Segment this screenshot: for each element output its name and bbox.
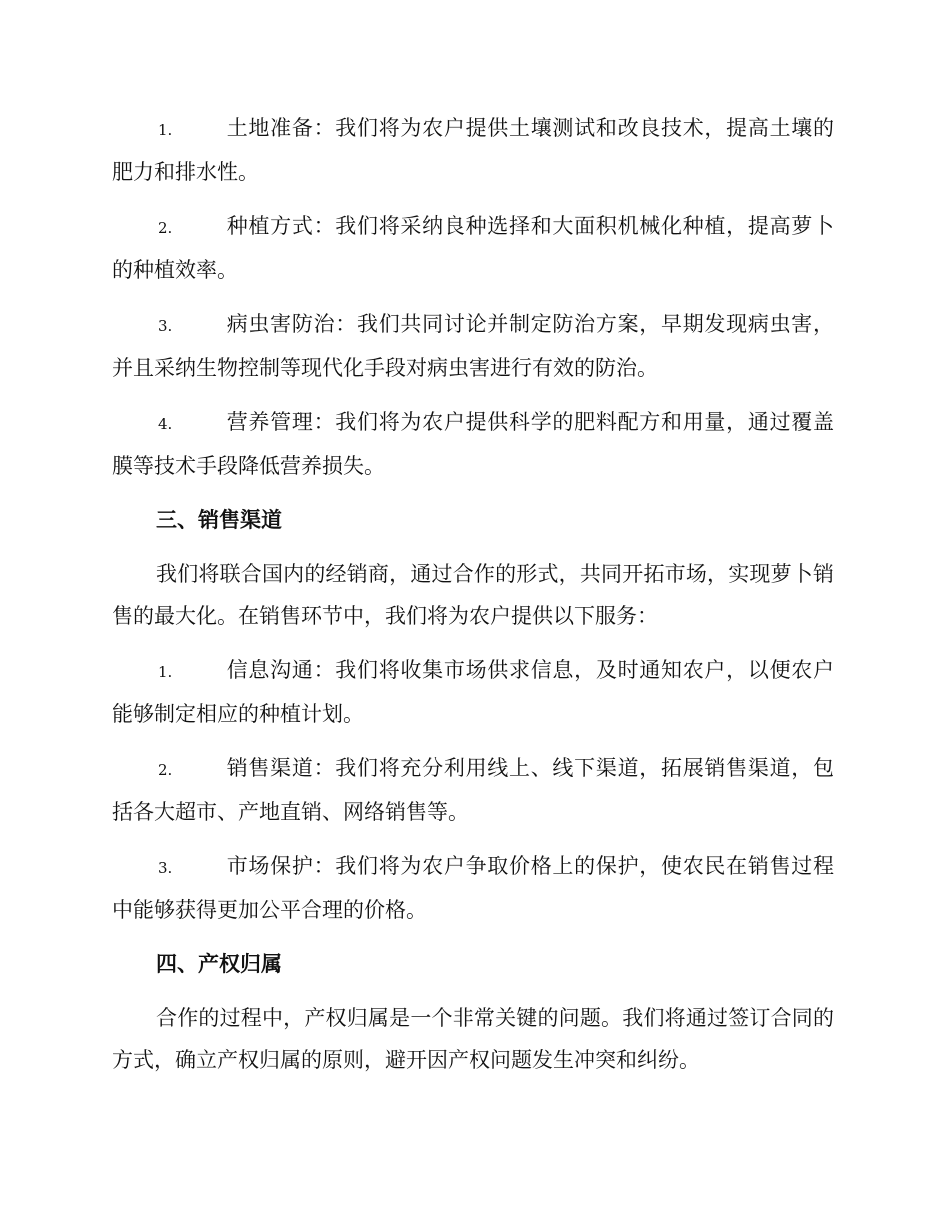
list-text: 市场保护：我们将为农户争取价格上的保护，使农民在销售过程中能够获得更加公平合理的价格。 [112, 854, 834, 922]
list-item [112, 649, 834, 735]
list-text: 信息沟通：我们将收集市场供求信息，及时通知农户，以便农户能够制定相应的种植计划。 [112, 658, 834, 726]
section-heading-sales-channels: 三、销售渠道 [156, 507, 282, 532]
list-number: 1. [158, 663, 173, 681]
list-item [112, 401, 834, 487]
list-text: 土地准备：我们将为农户提供土壤测试和改良技术，提高土壤的肥力和排水性。 [112, 116, 834, 184]
list-item [112, 107, 834, 193]
list-number: 2. [158, 219, 173, 237]
section-heading-property-rights: 四、产权归属 [156, 951, 282, 976]
list-number: 4. [158, 415, 173, 433]
list-item [112, 205, 834, 291]
list-text: 病虫害防治：我们共同讨论并制定防治方案，早期发现病虫害，并且采纳生物控制等现代化手段对病虫害进行有效的防治。 [112, 312, 834, 380]
list-text: 销售渠道：我们将充分利用线上、线下渠道，拓展销售渠道，包括各大超市、产地直销、网络销售等。 [112, 756, 834, 824]
section-intro-paragraph: 我们将联合国内的经销商，通过合作的形式，共同开拓市场，实现萝卜销售的最大化。在销售环节中，我们将为农户提供以下服务： [112, 562, 834, 628]
section-body-paragraph: 合作的过程中，产权归属是一个非常关键的问题。我们将通过签订合同的方式，确立产权归属的原则，避开因产权问题发生冲突和纠纷。 [112, 1006, 834, 1072]
list-text: 种植方式：我们将采纳良种选择和大面积机械化种植，提高萝卜的种植效率。 [112, 214, 834, 282]
list-item [112, 845, 834, 931]
list-item [112, 747, 834, 833]
list-number: 3. [158, 859, 173, 877]
list-item [112, 303, 834, 389]
list-number: 1. [158, 121, 173, 139]
list-number: 2. [158, 761, 173, 779]
list-number: 3. [158, 317, 173, 335]
list-text: 营养管理：我们将为农户提供科学的肥料配方和用量，通过覆盖膜等技术手段降低营养损失。 [112, 410, 834, 478]
document-page [112, 107, 834, 1093]
